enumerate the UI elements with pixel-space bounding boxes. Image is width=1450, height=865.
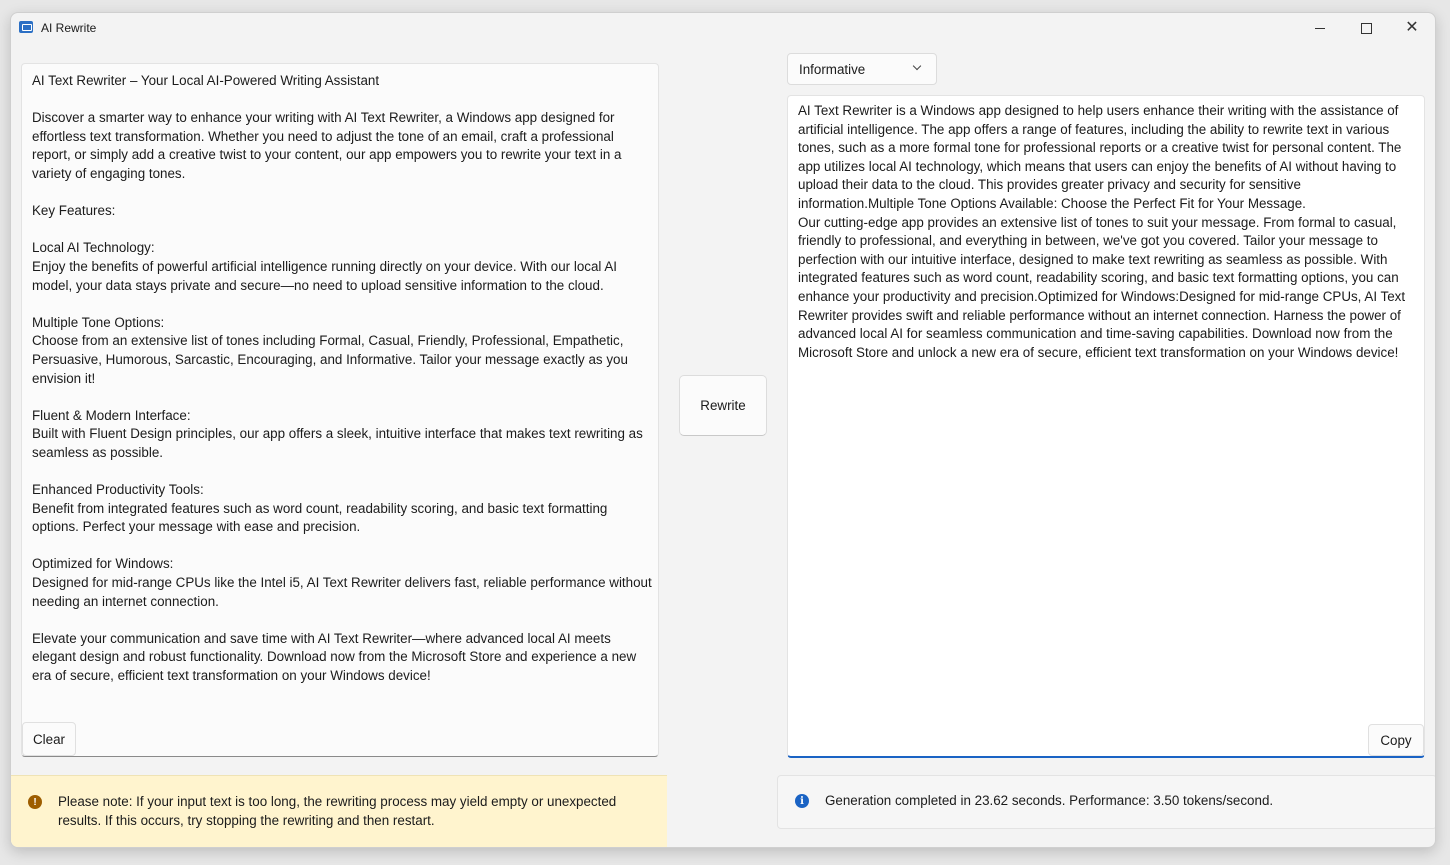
chevron-down-icon	[913, 62, 921, 70]
window-title: AI Rewrite	[41, 21, 97, 35]
rewrite-button[interactable]: Rewrite	[679, 375, 767, 436]
warning-infobar	[11, 775, 667, 848]
maximize-button[interactable]	[1343, 13, 1389, 43]
info-icon: i	[795, 794, 809, 808]
tone-selected-value: Informative	[799, 62, 866, 77]
output-text-area[interactable]	[787, 95, 1425, 758]
warning-icon: !	[28, 795, 42, 809]
minimize-button[interactable]	[1297, 13, 1343, 43]
close-button[interactable]	[1389, 13, 1435, 43]
input-text-area[interactable]	[21, 63, 659, 757]
app-window	[10, 12, 1436, 848]
minimize-icon	[1315, 28, 1325, 29]
status-infobar	[777, 775, 1436, 829]
title-bar[interactable]	[11, 13, 1435, 43]
status-message: Generation completed in 23.62 seconds. Performance: 3.50 tokens/second.	[825, 793, 1274, 808]
output-text[interactable]: AI Text Rewriter is a Windows app designed to help users enhance their writing with the assistance of artificial intelligence. The app offers a range of features, including the ability to rewrite text in various tones, such as a more formal tone for professional reports or a creative twist for personal content. The app utilizes local AI technology, which means that users can enjoy the benefits of AI without having to upload their data to the cloud. This provides greater privacy and security for sensitive information.Multiple Tone Options Available: Choose the Perfect Fit for Your Message. Our cutting-edge app provides an extensive list of tones to suit your message. From formal to casual, friendly to professional, and everything in between, we've got you covered. Tailor your message to perfection with our intuitive interface, designed to make text rewriting as seamless as possible. With integrated features such as word count, readability scoring, and basic text formatting options, you can enhance your productivity and precision.Optimized for Windows:Designed for mid-range CPUs, AI Text Rewriter provides swift and reliable performance without an internet connection. Harness the power of advanced local AI for seamless communication and time-saving capabilities. Download now from the Microsoft Store and unlock a new era of secure, efficient text transformation on your Windows device!	[798, 103, 1406, 360]
input-text[interactable]: AI Text Rewriter – Your Local AI-Powered Writing Assistant Discover a smarter way to enhance your writing with AI Text Rewriter, a Windows app designed for effortless text transformation. Whether you need to adjust the tone of an email, craft a professional report, or simply add a creative twist to your content, our app empowers you to rewrite your text in a variety of engaging tones. Key Features: Local AI Technology: Enjoy the benefits of powerful artificial intelligence running directly on your device. With our local AI model, your data stays private and secure—no need to upload sensitive information to the cloud. Multiple Tone Options: Choose from an extensive list of tones including Formal, Casual, Friendly, Professional, Empathetic, Persuasive, Humorous, Sarcastic, Encouraging, and Informative. Tailor your message exactly as you envision it! Fluent & Modern Interface: Built with Fluent Design principles, our app offers a sleek, intuitive interface that makes text rewriting as seamless as possible. Enhanced Productivity Tools: Benefit from integrated features such as word count, readability scoring, and basic text formatting options. Perfect your message with ease and precision. Optimized for Windows: Designed for mid-range CPUs like the Intel i5, AI Text Rewriter delivers fast, reliable performance without needing an internet connection. Elevate your communication and save time with AI Text Rewriter—where advanced local AI meets elegant design and robust functionality. Download now from the Microsoft Store and experience a new era of secure, efficient text transformation on your Windows device!	[32, 73, 652, 683]
warning-message: Please note: If your input text is too long, the rewriting process may yield empty or unexpected results. If this occurs, try stopping the rewriting and then restart.	[58, 794, 617, 828]
copy-button[interactable]: Copy	[1368, 724, 1424, 756]
app-icon	[19, 21, 33, 33]
close-icon: ✕	[1405, 19, 1419, 36]
maximize-icon	[1361, 23, 1372, 34]
clear-button[interactable]: Clear	[22, 722, 76, 756]
tone-dropdown[interactable]	[787, 53, 937, 85]
